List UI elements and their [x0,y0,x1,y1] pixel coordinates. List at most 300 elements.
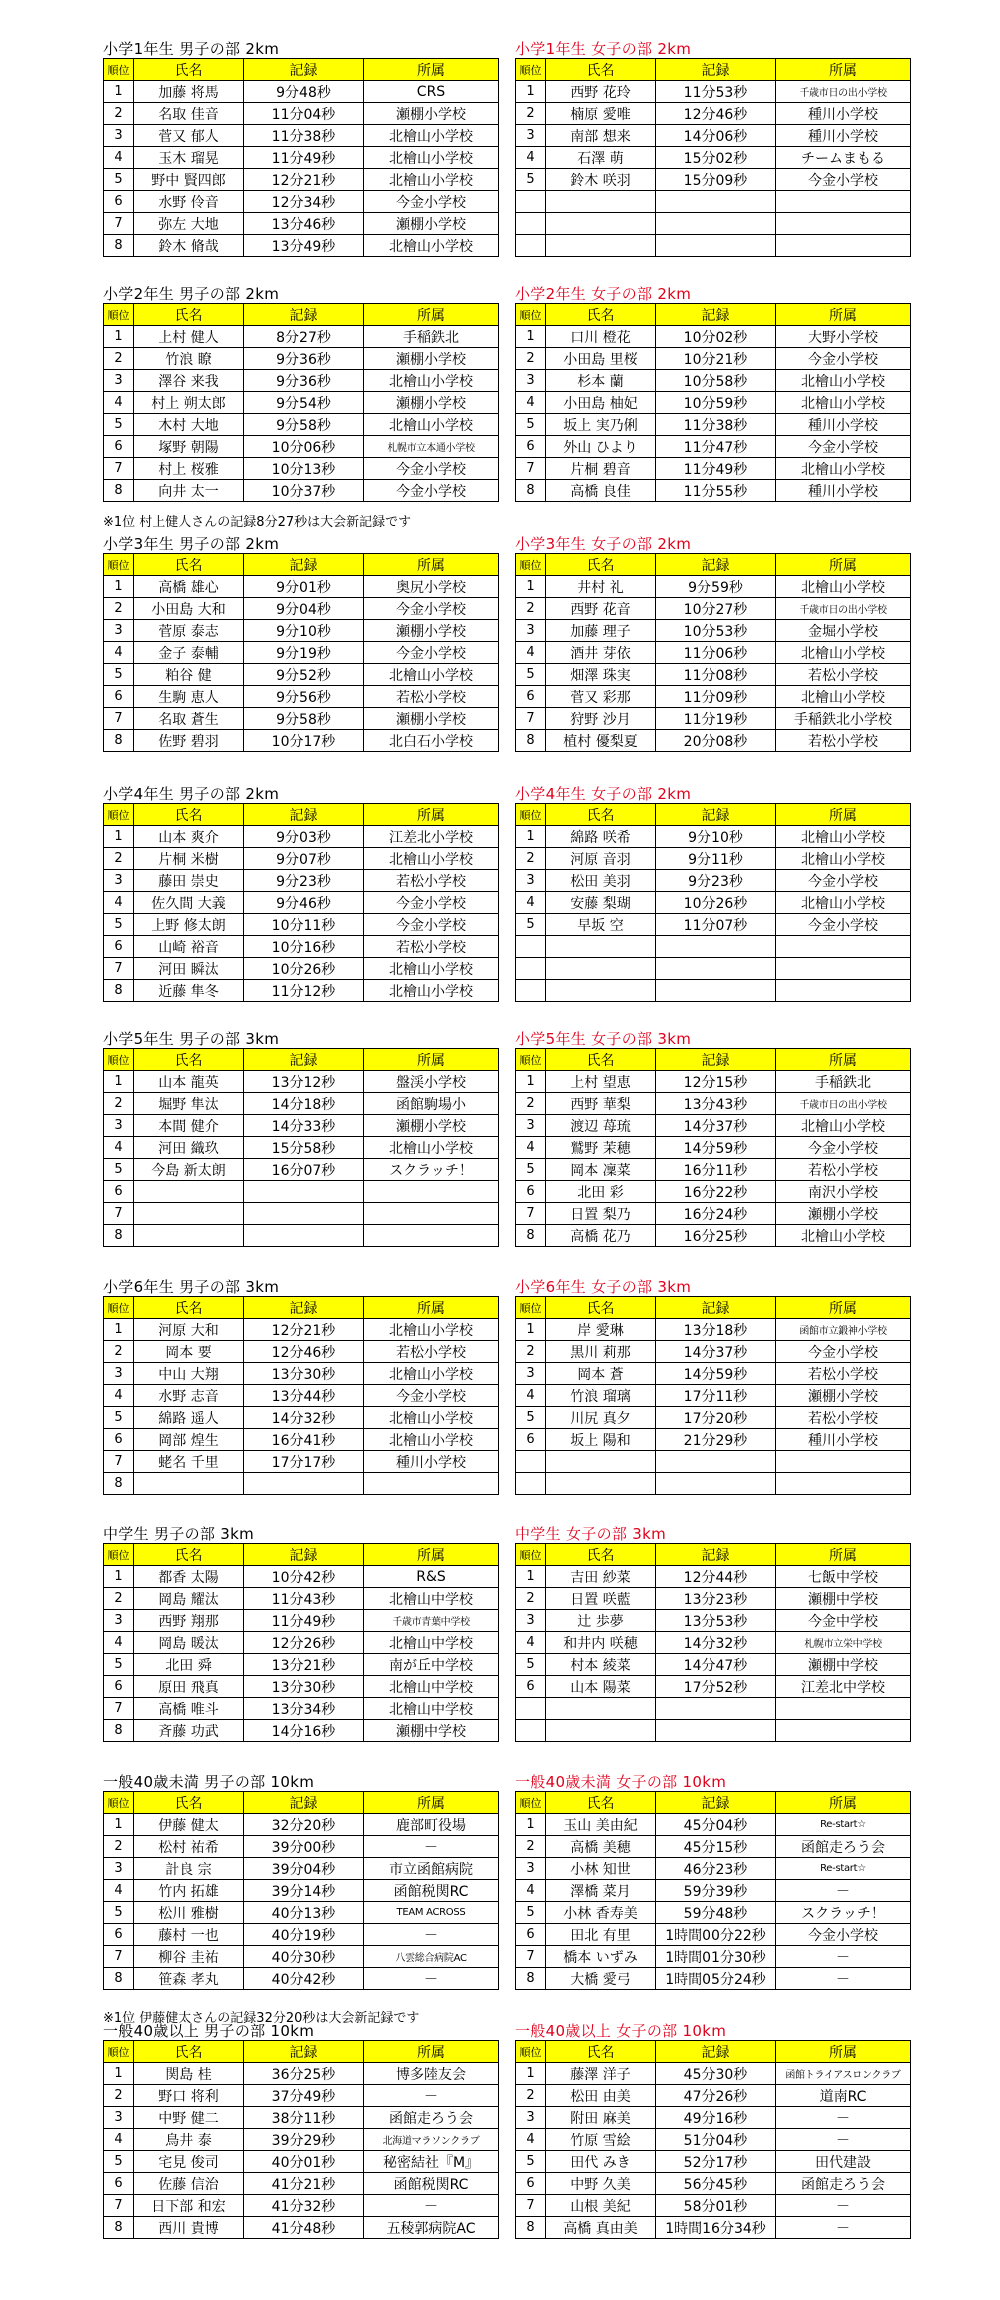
name-cell: 粕谷 健 [134,664,244,686]
rank-cell: 3 [516,1858,546,1880]
table-row [104,1093,499,1115]
team-cell: 今金小学校 [364,892,499,914]
rank-header: 順位 [104,1049,134,1071]
section-title: 小学4年生 女子の部 2km [515,785,692,803]
header-row [516,1792,911,1814]
results-section [103,285,498,502]
time-cell: 11分06秒 [656,642,776,664]
time-cell: 8分27秒 [244,326,364,348]
team-header: 所属 [364,304,499,326]
section-title: 小学3年生 女子の部 2km [515,535,692,553]
name-cell: 坂上 陽和 [546,1429,656,1451]
header-row [516,304,911,326]
time-cell: 41分32秒 [244,2195,364,2217]
table-row [516,436,911,458]
table-row [516,980,911,1002]
time-cell: 41分21秒 [244,2173,364,2195]
name-cell: 中野 健二 [134,2107,244,2129]
results-table [103,1296,499,1495]
team-cell: 手稲鉄北 [776,1071,911,1093]
table-row [104,2107,499,2129]
rank-cell: 4 [516,392,546,414]
time-cell: 45分30秒 [656,2063,776,2085]
name-cell: 附田 麻美 [546,2107,656,2129]
table-row [516,125,911,147]
rank-header: 順位 [104,1544,134,1566]
time-cell: 11分55秒 [656,480,776,502]
table-row [104,848,499,870]
time-cell [244,1181,364,1203]
team-cell [364,1473,499,1495]
team-cell: － [776,1880,911,1902]
team-cell: R&S [364,1566,499,1588]
rank-cell: 1 [516,326,546,348]
table-row [104,730,499,752]
table-row [104,1566,499,1588]
name-cell: 西野 華梨 [546,1093,656,1115]
team-cell: 鹿部町役場 [364,1814,499,1836]
rank-cell: 2 [104,1588,134,1610]
name-cell: 名取 佳音 [134,103,244,125]
time-cell: 13分30秒 [244,1363,364,1385]
rank-cell: 2 [104,348,134,370]
time-cell: 36分25秒 [244,2063,364,2085]
name-cell: 和井内 咲穂 [546,1632,656,1654]
team-cell: 札幌市立本通小学校 [364,436,499,458]
time-cell: 12分21秒 [244,1319,364,1341]
rank-cell: 3 [104,1363,134,1385]
time-cell: 13分23秒 [656,1588,776,1610]
table-row [516,1071,911,1093]
time-cell: 13分44秒 [244,1385,364,1407]
table-row [104,1814,499,1836]
rank-cell [516,213,546,235]
table-row [104,620,499,642]
time-cell: 9分48秒 [244,81,364,103]
results-section [515,535,910,752]
name-cell: 小田島 里桜 [546,348,656,370]
name-cell: 河田 瞬汰 [134,958,244,980]
rank-cell: 3 [104,2107,134,2129]
name-header: 氏名 [134,1792,244,1814]
rank-cell: 4 [516,1632,546,1654]
results-table [103,803,499,1002]
team-cell: スクラッチ！ [776,1902,911,1924]
name-cell: 小田島 大和 [134,598,244,620]
table-row [104,458,499,480]
table-row [104,213,499,235]
table-row [104,125,499,147]
team-header: 所属 [364,804,499,826]
table-row [516,1814,911,1836]
team-cell: 若松小学校 [776,664,911,686]
table-row [516,730,911,752]
table-row [516,1566,911,1588]
team-cell: 瀬棚中学校 [776,1654,911,1676]
table-row [104,936,499,958]
time-cell: 10分06秒 [244,436,364,458]
name-cell: 西川 貴博 [134,2217,244,2239]
table-row [104,914,499,936]
rank-cell: 8 [104,1720,134,1742]
table-row [516,2217,911,2239]
table-row [516,1836,911,1858]
time-cell: 16分22秒 [656,1181,776,1203]
table-row [516,1451,911,1473]
time-cell: 21分29秒 [656,1429,776,1451]
team-cell: 札幌市立栄中学校 [776,1632,911,1654]
rank-cell: 4 [104,892,134,914]
name-cell: 柳谷 圭祐 [134,1946,244,1968]
rank-cell: 7 [516,708,546,730]
name-cell: 都香 太陽 [134,1566,244,1588]
name-cell: 村上 桜雅 [134,458,244,480]
header-row [516,2041,911,2063]
name-cell: 野中 賢四郎 [134,169,244,191]
team-cell: 北檜山小学校 [364,235,499,257]
time-cell: 40分42秒 [244,1968,364,1990]
header-row [104,1544,499,1566]
table-row [516,348,911,370]
section-title: 小学6年生 女子の部 3km [515,1278,692,1296]
rank-cell: 5 [516,1407,546,1429]
table-row [104,1698,499,1720]
section-title: 小学5年生 男子の部 3km [103,1030,280,1048]
rank-cell: 7 [516,1203,546,1225]
table-row [104,1407,499,1429]
rank-cell: 1 [104,1319,134,1341]
name-cell: 玉山 美由紀 [546,1814,656,1836]
section-title: 小学2年生 男子の部 2km [103,285,280,303]
table-row [104,826,499,848]
team-cell [776,1451,911,1473]
rank-cell: 5 [516,2151,546,2173]
team-cell: 今金小学校 [776,436,911,458]
name-header: 氏名 [134,1297,244,1319]
rank-cell: 8 [104,1225,134,1247]
name-header: 氏名 [134,2041,244,2063]
rank-cell: 4 [516,1385,546,1407]
table-row [104,1319,499,1341]
team-cell: 七飯中学校 [776,1566,911,1588]
table-row [104,980,499,1002]
name-cell [134,1203,244,1225]
name-cell: 弥左 大地 [134,213,244,235]
time-cell: 9分59秒 [656,576,776,598]
team-cell: － [364,1968,499,1990]
name-cell: 鈴木 脩哉 [134,235,244,257]
time-cell: 16分11秒 [656,1159,776,1181]
time-cell: 13分49秒 [244,235,364,257]
table-row [104,1720,499,1742]
name-cell: 黒川 莉那 [546,1341,656,1363]
table-row [516,1676,911,1698]
name-cell [134,1473,244,1495]
table-row [516,2151,911,2173]
time-cell: 10分37秒 [244,480,364,502]
time-cell: 32分20秒 [244,1814,364,1836]
time-cell: 13分18秒 [656,1319,776,1341]
rank-cell: 3 [104,125,134,147]
rank-cell [516,980,546,1002]
rank-cell: 3 [516,1363,546,1385]
team-cell: 北海道マラソンクラブ [364,2129,499,2151]
team-cell: Re-start☆ [776,1814,911,1836]
team-cell: 北檜山小学校 [364,1363,499,1385]
team-cell: 瀬棚小学校 [364,708,499,730]
table-row [516,1473,911,1495]
name-cell: 名取 蒼生 [134,708,244,730]
table-row [104,326,499,348]
team-cell: 今金小学校 [364,1385,499,1407]
table-row [516,1385,911,1407]
rank-cell [516,1451,546,1473]
team-cell: 北檜山小学校 [776,1225,911,1247]
team-cell: 瀬棚中学校 [364,1720,499,1742]
header-row [516,804,911,826]
rank-header: 順位 [516,59,546,81]
name-cell: 村本 綾菜 [546,1654,656,1676]
rank-cell: 8 [104,980,134,1002]
time-cell: 16分25秒 [656,1225,776,1247]
time-cell: 14分16秒 [244,1720,364,1742]
rank-cell: 4 [516,642,546,664]
name-cell: 計良 宗 [134,1858,244,1880]
name-cell [134,1181,244,1203]
time-cell: 12分46秒 [656,103,776,125]
name-cell: 菅原 泰志 [134,620,244,642]
rank-cell: 5 [516,414,546,436]
team-cell: 北檜山小学校 [776,392,911,414]
time-cell: 10分21秒 [656,348,776,370]
time-header: 記録 [656,1049,776,1071]
team-cell: － [364,2195,499,2217]
name-cell: 片桐 米樹 [134,848,244,870]
team-cell: 若松小学校 [776,1407,911,1429]
team-cell: 種川小学校 [776,480,911,502]
name-cell: 伊藤 健太 [134,1814,244,1836]
name-cell: 塚野 朝陽 [134,436,244,458]
section-title: 一般40歳以上 女子の部 10km [515,2022,727,2040]
name-cell: 岡本 蒼 [546,1363,656,1385]
time-cell [656,1473,776,1495]
rank-cell: 5 [104,1159,134,1181]
table-row [516,147,911,169]
time-cell: 12分46秒 [244,1341,364,1363]
results-section [515,1773,910,1990]
table-row [516,1429,911,1451]
table-row [104,2063,499,2085]
time-cell: 9分10秒 [656,826,776,848]
table-row [104,1654,499,1676]
team-cell: 北檜山小学校 [776,642,911,664]
name-cell: 山本 陽菜 [546,1676,656,1698]
team-cell: 奥尻小学校 [364,576,499,598]
results-section [103,1030,498,1247]
table-row [104,1429,499,1451]
rank-cell: 6 [104,686,134,708]
rank-header: 順位 [516,1297,546,1319]
table-row [516,598,911,620]
name-cell: 植村 優梨夏 [546,730,656,752]
table-row [104,870,499,892]
name-header: 氏名 [134,1544,244,1566]
table-row [104,686,499,708]
rank-cell: 5 [104,2151,134,2173]
team-cell: 函館走ろう会 [776,1836,911,1858]
table-row [516,213,911,235]
rank-cell: 8 [104,235,134,257]
name-cell: 野口 将利 [134,2085,244,2107]
name-cell: 近藤 隼冬 [134,980,244,1002]
name-cell: 佐藤 信治 [134,2173,244,2195]
time-cell: 9分54秒 [244,392,364,414]
name-cell: 西野 翔那 [134,1610,244,1632]
rank-cell: 7 [104,1451,134,1473]
team-cell: 種川小学校 [776,103,911,125]
team-header: 所属 [776,304,911,326]
rank-cell: 4 [516,1880,546,1902]
team-cell: 今金小学校 [776,914,911,936]
rank-cell: 5 [104,1407,134,1429]
results-table [515,303,911,502]
header-row [516,1544,911,1566]
team-cell: 北檜山小学校 [364,1407,499,1429]
table-row [516,2195,911,2217]
name-cell: 高橋 美穂 [546,1836,656,1858]
rank-cell: 2 [104,848,134,870]
name-cell: 竹浪 瑠璃 [546,1385,656,1407]
rank-cell: 1 [516,576,546,598]
name-cell: 坂上 実乃俐 [546,414,656,436]
rank-cell: 4 [516,1137,546,1159]
name-cell [546,235,656,257]
time-cell: 11分38秒 [244,125,364,147]
team-cell: 若松小学校 [364,936,499,958]
name-cell: 杉本 蘭 [546,370,656,392]
rank-cell: 3 [104,1610,134,1632]
team-cell: 盤渓小学校 [364,1071,499,1093]
team-cell: 北檜山小学校 [364,1137,499,1159]
name-cell: 竹浪 瞭 [134,348,244,370]
team-cell: 南沢小学校 [776,1181,911,1203]
team-cell: 北檜山小学校 [776,686,911,708]
team-cell: チームまもる [776,147,911,169]
team-cell: 北白石小学校 [364,730,499,752]
name-cell [546,1451,656,1473]
table-row [516,848,911,870]
table-row [516,826,911,848]
table-row [104,1363,499,1385]
team-cell: 瀬棚小学校 [364,392,499,414]
name-cell: 石澤 萌 [546,147,656,169]
results-section [515,40,910,257]
team-cell: 今金小学校 [364,642,499,664]
time-cell: 14分47秒 [656,1654,776,1676]
name-cell: 菅又 彩那 [546,686,656,708]
name-cell: 鳥井 泰 [134,2129,244,2151]
team-cell: 今金小学校 [776,1137,911,1159]
rank-cell: 5 [104,914,134,936]
time-cell: 11分49秒 [656,458,776,480]
time-cell: 9分19秒 [244,642,364,664]
rank-cell [516,1698,546,1720]
team-cell: 北檜山小学校 [776,826,911,848]
time-cell: 38分11秒 [244,2107,364,2129]
time-cell: 17分20秒 [656,1407,776,1429]
table-row [104,235,499,257]
time-cell: 11分08秒 [656,664,776,686]
team-cell: 南が丘中学校 [364,1654,499,1676]
rank-cell: 7 [516,2195,546,2217]
rank-cell: 2 [104,103,134,125]
time-cell: 52分17秒 [656,2151,776,2173]
time-cell: 13分46秒 [244,213,364,235]
time-cell: 11分04秒 [244,103,364,125]
team-cell: 今金小学校 [776,169,911,191]
table-row [516,1880,911,1902]
table-row [516,686,911,708]
team-cell: 五稜郭病院AC [364,2217,499,2239]
section-title: 小学5年生 女子の部 3km [515,1030,692,1048]
time-cell: 9分07秒 [244,848,364,870]
name-cell: 岡島 耀汰 [134,1588,244,1610]
table-row [516,1363,911,1385]
time-header: 記録 [244,59,364,81]
time-cell: 58分01秒 [656,2195,776,2217]
name-cell: 澤橋 菜月 [546,1880,656,1902]
time-cell [656,980,776,1002]
rank-cell: 2 [104,2085,134,2107]
table-row [516,103,911,125]
results-table [103,58,499,257]
section-title: 一般40歳以上 男子の部 10km [103,2022,315,2040]
rank-cell: 7 [104,458,134,480]
table-row [516,1093,911,1115]
time-cell [656,958,776,980]
name-cell: 本間 健介 [134,1115,244,1137]
name-cell: 生駒 恵人 [134,686,244,708]
rank-cell: 1 [104,826,134,848]
rank-header: 順位 [104,1792,134,1814]
rank-cell: 2 [516,103,546,125]
table-row [516,1341,911,1363]
time-cell: 10分58秒 [656,370,776,392]
name-cell: 高橋 雄心 [134,576,244,598]
table-row [516,870,911,892]
team-header: 所属 [776,59,911,81]
name-cell: 辻 歩夢 [546,1610,656,1632]
rank-cell: 4 [104,1385,134,1407]
time-cell: 40分30秒 [244,1946,364,1968]
table-row [104,1858,499,1880]
team-cell: 今金小学校 [364,598,499,620]
time-cell: 10分27秒 [656,598,776,620]
name-cell: 狩野 沙月 [546,708,656,730]
name-cell: 河田 織玖 [134,1137,244,1159]
team-cell: 市立函館病院 [364,1858,499,1880]
team-header: 所属 [776,1792,911,1814]
rank-cell: 6 [516,436,546,458]
team-cell: 今金小学校 [364,914,499,936]
team-cell: 北檜山小学校 [776,370,911,392]
name-cell: 加藤 将馬 [134,81,244,103]
time-cell: 11分49秒 [244,147,364,169]
rank-header: 順位 [516,2041,546,2063]
team-cell: 北檜山中学校 [364,1698,499,1720]
name-cell: 村上 朔太郎 [134,392,244,414]
name-header: 氏名 [546,1049,656,1071]
